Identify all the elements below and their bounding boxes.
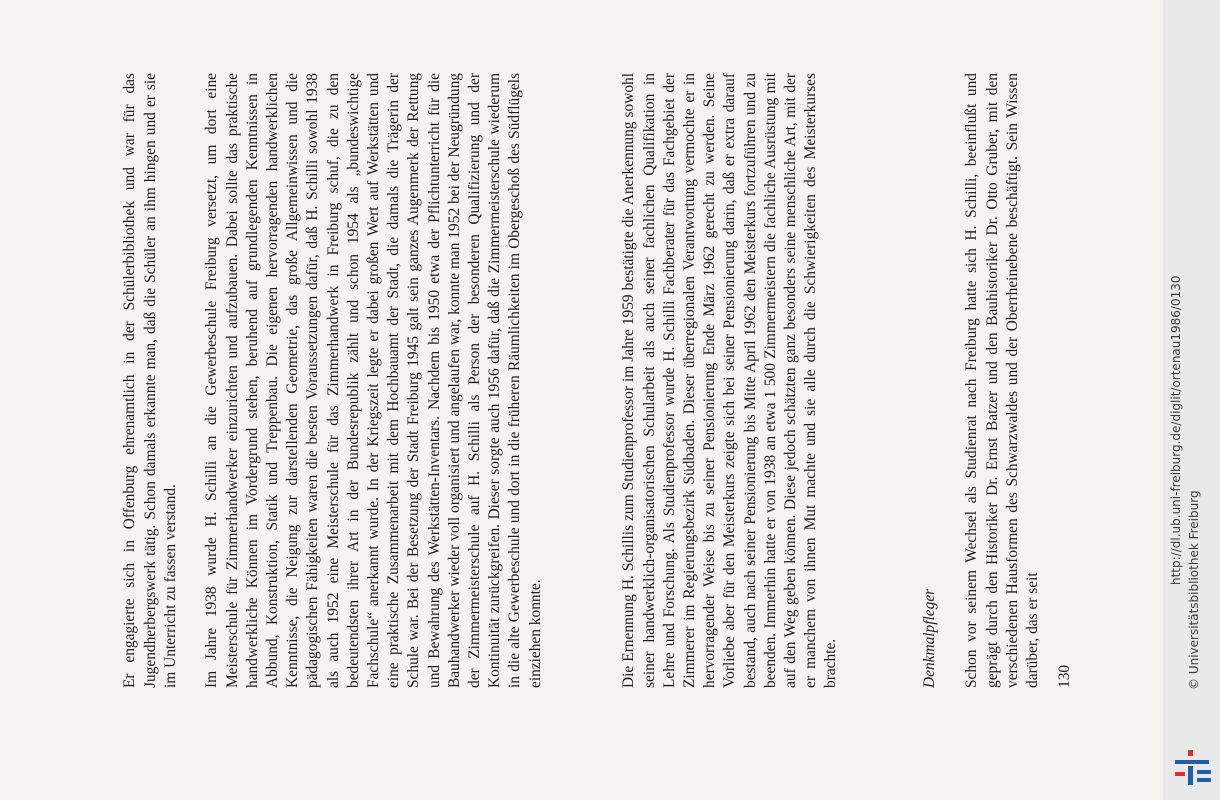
copyright-notice: © Universitätsbibliothek Freiburg bbox=[1187, 490, 1201, 690]
repository-url-link[interactable]: http://dl.ub.uni-freiburg.de/diglit/ortenau1986/0130 bbox=[1169, 275, 1183, 585]
rotated-text-block bbox=[105, 73, 1073, 688]
ub-freiburg-logo-icon bbox=[1171, 748, 1215, 788]
page-number: 130 bbox=[1056, 664, 1073, 688]
paragraph-4: Schon vor seinem Wechsel als Studienrat nach Freiburg hatte sich H. Schilli, beeinflußt und geprägt durch den Historiker Dr. Ernst Batzer und den Bauhistoriker Dr. Otto Gruber, mit den verschiedenen Hausformen des Schwarzwaldes und der Oberrheinebene beschäftigt. Sein Wissen darüber, das er seit bbox=[963, 73, 1041, 688]
repository-band bbox=[1163, 0, 1220, 800]
paragraph-1: Er engagierte sich in Offenburg ehrenamtlich in der Schülerbibliothek und war für das Jugendherbergswerk tätig. Schon damals erkannte man, daß die Schüler an ihm hingen und er sie im Unterricht zu fassen verstand. bbox=[121, 73, 179, 688]
paragraph-3: Die Ernennung H. Schillis zum Studienprofessor im Jahre 1959 bestätigte die Anerkennung sowohl seiner handwerklich-organisatorischen Schularbeit als auch seiner fachlichen Qualifikation in Lehre und Forschung. Als Studienprofessor wurde H. Schilli Fachberater für das Fachgebiet der Zimmerer im Regierungsbezirk Südbaden. Dieser überregionalen Verantwortung vermochte er in hervorragender Weise bis zu seiner Pensionierung Ende März 1962 gerecht zu werden. Seine Vorliebe aber für den Meisterkurs zeigte sich bei seiner Pensionierung darin, daß er extra darauf bestand, auch nach seiner Pensionierung bis Mitte April 1962 den Meisterkurs fortzuführen und zu beenden. Immerhin hatte er von 1938 an etwa 1 500 Zimmermeistern die fachliche Ausrüstung mit auf den Weg geben können. Diese jedoch schätzten ganz besonders seine menschliche Art, mit der er manchem von ihnen Mut machte und sie alle durch die Schwierigkeiten des Meisterkurses brachte. bbox=[620, 73, 840, 688]
section-heading: Denkmalpfleger bbox=[921, 588, 939, 688]
paragraph-2: Im Jahre 1938 wurde H. Schilli an die Gewerbeschule Freiburg versetzt, um dort eine Meisterschule für Zimmerhandwerker einzurichten und aufzubauen. Dabei sollte das praktische handwerkliche Können im Vordergrund stehen, beruhend auf grundlegenden Kenntnissen in Abbund, Konstruktion, Statik und Treppenbau. Die eigenen hervorragenden handwerklichen Kenntnisse, die Neigung zur darstellenden Geometrie, das große Allgemeinwissen und die pädagogischen Fähigkeiten waren die besten Voraussetzungen dafür, daß H. Schilli sowohl 1938 als auch 1952 eine Meisterschule für das Zimmerhandwerk in Freiburg schuf, die zu den bedeutendsten ihrer Art in der Bundesrepublik zählt und schon 1954 als „bundeswichtige Fachschule“ anerkannt wurde. In der Kriegszeit legte er dabei großen Wert auf Werkstätten und eine praktische Zusammenarbeit mit dem Hochbauamt der Stadt, die damals die Trägerin der Schule war. Bei der Besetzung der Stadt Freiburg 1945 galt sein ganzes Augenmerk der Rettung und Bewahrung des Werkstätten-Inventars. Nachdem bis 1950 etwa der Pflichtunterricht für die Bauhandwerker wieder voll organisiert und angelaufen war, konnte man 1952 bei der Neugründung der Zimmermeisterschule auf H. Schilli als Person der besonderen Qualifizierung und der Kontinuität zurückgreifen. Dieser sorgte auch 1956 dafür, daß die Zimmermeisterschule wiederum in die alte Gewerbeschule und dort in die früheren Räumlichkeiten im Obergeschoß des Südflügels einziehen konnte. bbox=[203, 73, 544, 688]
